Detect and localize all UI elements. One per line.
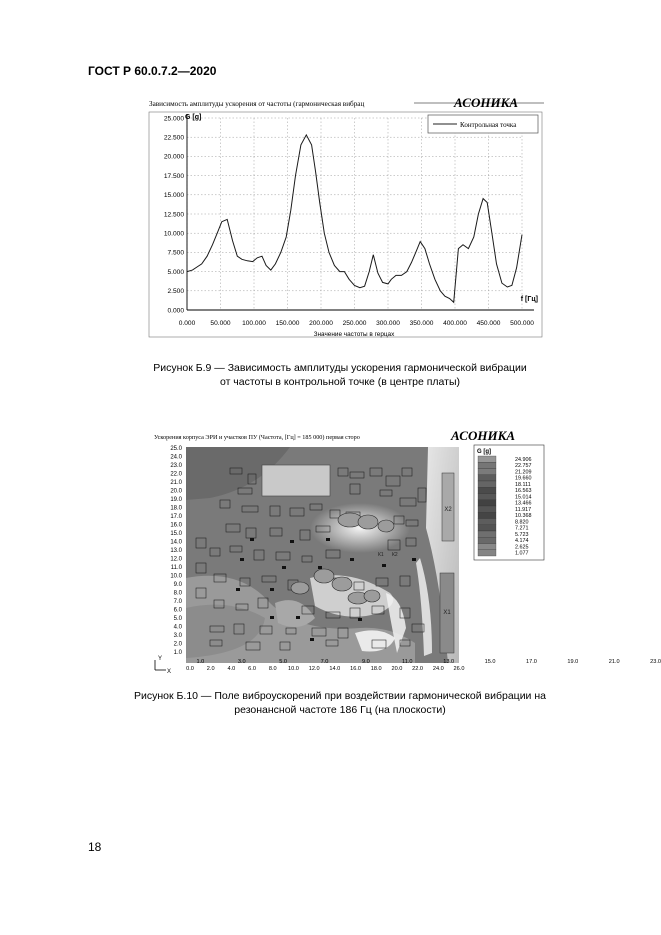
x-tick-label: 400.000 — [443, 320, 467, 327]
chart-legend — [428, 115, 538, 133]
board-smd-part — [250, 538, 254, 541]
legend-label: Контрольная точка — [460, 121, 517, 129]
colorbar-value: 22.757 — [515, 463, 532, 470]
x-tick-label-bottom: 8.0 — [268, 666, 277, 672]
colorbar-value: 5.723 — [515, 531, 529, 538]
chart-panel-title: Зависимость амплитуды ускорения от частоты (гармоническая вибрац — [149, 100, 365, 108]
colorbar-swatch — [478, 487, 496, 493]
x-tick-label: 150.000 — [275, 320, 300, 327]
colorbar-value: 11.917 — [515, 506, 532, 513]
x-tick-label-bottom: 10.0 — [288, 666, 299, 672]
x-tick-label-bottom: 18.0 — [370, 666, 382, 672]
y-tick-label: 19.0 — [170, 497, 182, 503]
colorbar-value: 4.174 — [515, 538, 529, 545]
y-tick-label: 23.0 — [170, 463, 182, 469]
relay-k1-label: К1 — [378, 552, 384, 558]
colorbar-swatch — [478, 537, 496, 543]
x-tick-label-bottom: 20.0 — [391, 666, 403, 672]
y-tick-label: 10.0 — [170, 573, 182, 580]
connector-x2-label: X2 — [444, 507, 452, 513]
y-tick-label: 5.000 — [167, 268, 184, 276]
board-smd-part — [382, 564, 386, 567]
y-tick-label: 11.0 — [170, 565, 182, 571]
y-tick-label: 22.500 — [163, 134, 184, 142]
colorbar-swatch — [478, 512, 496, 518]
x-tick-label-top: 7.0 — [320, 659, 329, 665]
x-tick-label-bottom: 24.0 — [432, 666, 444, 672]
board-capacitor — [314, 569, 334, 583]
y-tick-label: 2.500 — [167, 288, 184, 296]
chart-frame — [149, 112, 542, 337]
y-tick-label: 12.500 — [163, 211, 184, 219]
board-smd-part — [296, 616, 300, 619]
board-smd-part — [310, 638, 314, 641]
board-capacitor — [291, 582, 309, 594]
y-tick-labels — [164, 115, 185, 314]
x-tick-label-top: 3.0 — [237, 659, 246, 665]
upper-hotspot — [310, 503, 410, 553]
x-tick-label: 100.000 — [242, 320, 266, 327]
y-tick-label: 16.0 — [170, 522, 182, 529]
x-tick-label-bottom: 4.0 — [227, 666, 236, 672]
board-smd-part — [270, 616, 274, 619]
x-tick-label-top: 19.0 — [567, 659, 579, 665]
colorbar-swatch — [478, 519, 496, 525]
colorbar-value: 19.660 — [515, 475, 532, 482]
x-tick-label-top: 21.0 — [608, 659, 620, 665]
board-smd-part — [326, 538, 330, 541]
asonika-logo: АСОНИКА — [453, 95, 519, 110]
x-tick-label: 250.000 — [342, 320, 367, 327]
y-tick-label: 17.0 — [170, 514, 182, 520]
y-tick-label: 15.000 — [163, 192, 184, 200]
y-tick-label: 24.0 — [170, 454, 182, 461]
colorbar-value: 10.368 — [515, 513, 532, 520]
y-tick-label: 25.0 — [170, 446, 182, 452]
vibration-acceleration-field — [150, 428, 661, 675]
board-smd-part — [282, 566, 286, 569]
board-capacitor — [332, 577, 352, 591]
x-tick-label: 300.000 — [376, 320, 400, 327]
y-tick-label: 0.000 — [167, 307, 184, 315]
board-smd-part — [318, 566, 322, 569]
y-tick-label: 20.000 — [163, 153, 184, 161]
y-tick-label: 18.0 — [170, 505, 182, 512]
x-tick-label-top: 11.0 — [402, 659, 413, 665]
x-tick-label: 0.000 — [178, 320, 196, 327]
chart-grid — [187, 118, 522, 310]
board-capacitor — [364, 590, 380, 602]
colorbar-value: 7.271 — [515, 525, 529, 532]
main-ic-chip — [262, 465, 330, 496]
x-tick-label: 450.000 — [476, 320, 501, 327]
board-smd-part — [412, 558, 416, 561]
colorbar-swatch — [478, 525, 496, 531]
colorbar-swatch — [478, 500, 496, 506]
x-axis-title: Значение частоты в герцах — [313, 331, 395, 338]
board-smd-part — [350, 558, 354, 561]
field-panel-title: Ускорения корпуса ЭРИ и участков ПУ (Частота, [Гц] = 185 000) первая сторо — [154, 434, 360, 441]
chart-axes — [187, 114, 534, 310]
x-tick-label-bottom: 2.0 — [206, 666, 215, 672]
relay-k2-label: К2 — [392, 552, 398, 558]
colorbar-value: 15.014 — [515, 494, 532, 501]
colorbar-value: 16.563 — [515, 488, 532, 495]
colorbar-swatch — [478, 531, 496, 537]
y-axis-label: Y — [158, 656, 163, 662]
y-axis-label: G [g] — [185, 114, 202, 121]
board-smd-part — [236, 588, 240, 591]
page-number: 18 — [88, 840, 102, 854]
connector-x1-label: X1 — [443, 610, 451, 616]
asonika-logo: АСОНИКА — [450, 428, 516, 443]
y-tick-label: 7.500 — [167, 249, 184, 257]
colorbar-value: 13.466 — [515, 500, 532, 507]
x-tick-label-top: 13.0 — [443, 659, 455, 665]
x-tick-label-bottom: 0.0 — [186, 666, 194, 672]
y-tick-label: 20.0 — [170, 488, 182, 495]
document-header: ГОСТ Р 60.0.7.2—2020 — [88, 64, 217, 78]
y-tick-labels — [170, 446, 182, 656]
colorbar-value: 2.625 — [515, 544, 529, 551]
x-tick-label: 200.000 — [309, 320, 333, 327]
board-smd-part — [290, 540, 294, 543]
y-tick-label: 2.0 — [173, 641, 182, 648]
y-tick-label: 13.0 — [170, 548, 182, 554]
colorbar-swatch — [478, 469, 496, 475]
x-tick-label-bottom: 6.0 — [248, 666, 256, 672]
x-tick-label: 350.000 — [409, 320, 434, 327]
colorbar-swatch — [478, 462, 496, 468]
y-tick-label: 6.0 — [173, 607, 182, 614]
y-tick-label: 9.0 — [173, 582, 182, 588]
figure-b9-caption: Рисунок Б.9 — Зависимость амплитуды ускорения гармонической вибрации от частоты в контрольной точке (в центре платы) — [153, 362, 527, 388]
colorbar-value: 21.209 — [515, 469, 532, 476]
y-tick-label: 3.0 — [173, 633, 182, 639]
y-tick-label: 5.0 — [173, 616, 182, 622]
y-tick-label: 22.0 — [170, 471, 182, 478]
x-tick-label-bottom: 12.0 — [308, 666, 320, 672]
figure-b10-caption: Рисунок Б.10 — Поле виброускорений при воздействии гармонической вибрации на резонансной частоте 186 Гц (на плоскости) — [134, 690, 546, 716]
y-tick-label: 12.0 — [170, 556, 182, 563]
colorbar-value: 18.111 — [515, 481, 531, 488]
x-tick-label-bottom: 26.0 — [453, 666, 465, 672]
x-axis-unit-label: f [Гц] — [520, 296, 538, 303]
x-tick-labels — [179, 320, 535, 327]
x-tick-label-top: 9.0 — [361, 659, 370, 665]
y-tick-label: 25.000 — [163, 115, 184, 123]
board-smd-part — [240, 558, 244, 561]
colorbar-swatch — [478, 475, 496, 481]
x-tick-label: 500.000 — [510, 320, 534, 327]
y-tick-label: 14.0 — [170, 539, 182, 546]
board-capacitor — [358, 515, 378, 529]
x-axis-label: X — [167, 669, 172, 675]
pcb-board-map — [186, 447, 459, 663]
colorbar-swatch — [478, 544, 496, 550]
colorbar-title: G [g] — [477, 449, 491, 455]
colorbar-swatch — [478, 494, 496, 500]
colorbar-value: 24.906 — [515, 456, 532, 463]
x-tick-label-bottom: 14.0 — [329, 666, 341, 672]
y-tick-label: 10.000 — [163, 230, 184, 238]
colorbar-swatch — [478, 481, 496, 487]
y-tick-label: 1.0 — [173, 650, 182, 656]
color-scale-legend — [474, 445, 544, 560]
x-tick-label-bottom: 16.0 — [350, 666, 361, 672]
y-tick-label: 8.0 — [173, 590, 182, 597]
board-smd-part — [358, 618, 362, 621]
x-tick-label-top: 23.0 — [650, 659, 661, 665]
board-capacitor — [378, 520, 394, 532]
colorbar-value: 8.820 — [515, 519, 529, 526]
y-tick-label: 21.0 — [170, 480, 182, 486]
colorbar-swatch — [478, 550, 496, 556]
x-tick-label-top: 1.0 — [196, 659, 205, 665]
y-tick-label: 15.0 — [170, 531, 182, 537]
x-tick-label: 50.000 — [210, 320, 231, 327]
x-tick-label-bottom: 22.0 — [412, 666, 424, 672]
colorbar-swatch — [478, 506, 496, 512]
board-smd-part — [270, 588, 274, 591]
colorbar-swatch — [478, 456, 496, 462]
y-tick-label: 17.500 — [163, 172, 184, 180]
x-tick-label-top: 17.0 — [525, 659, 537, 665]
colorbar-value: 1.077 — [515, 550, 529, 557]
x-tick-label-top: 5.0 — [279, 659, 288, 665]
y-tick-label: 4.0 — [173, 624, 182, 631]
x-tick-label-top: 15.0 — [484, 659, 496, 665]
y-tick-label: 7.0 — [173, 599, 182, 605]
acceleration-frequency-chart — [146, 94, 546, 346]
